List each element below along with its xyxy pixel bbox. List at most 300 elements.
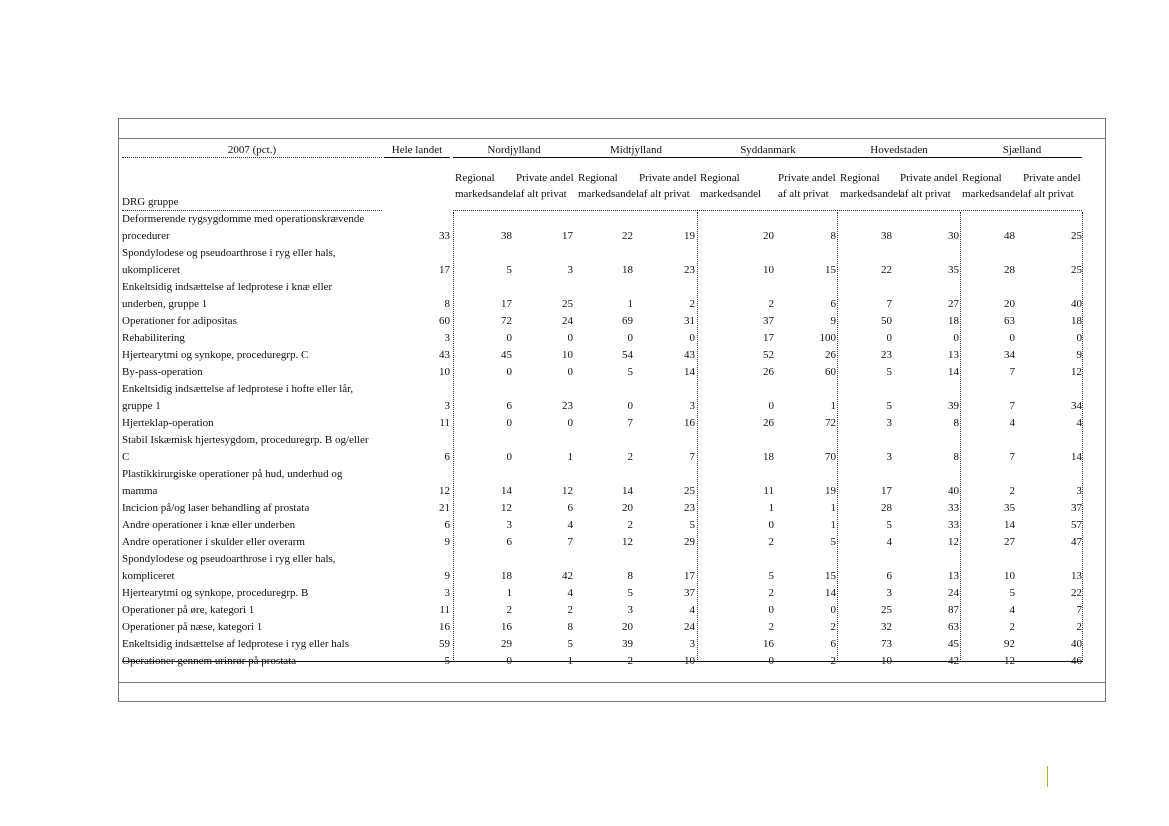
table-cell: 1 [830,400,836,412]
row-label-line: Andre operationer i knæ eller underben [122,519,296,531]
table-cell: 0 [768,519,774,531]
table-cell: 42 [562,570,573,582]
table-cell: 4 [567,587,573,599]
subheader-regional: Regional markedsandel [840,172,902,200]
table-cell: 0 [689,332,695,344]
table-row [122,415,1082,432]
row-label [122,636,452,653]
table-cell: 3 [689,638,695,650]
table-cell: 9 [830,315,836,327]
table-cell: 5 [768,570,774,582]
table-cell: 54 [622,349,633,361]
table-cell: 2 [506,604,512,616]
table-cell: 3 [886,417,892,429]
table-cell: 3 [627,604,633,616]
row-label [122,534,452,551]
table-cell: 10 [684,655,695,667]
table-cell: 57 [1071,519,1082,531]
row-label-line: Rehabilitering [122,332,185,344]
table-cell: 5 [567,638,573,650]
table-cell: 13 [1071,570,1082,582]
table-cell: 5 [689,519,695,531]
table-cell: 3 [444,587,450,599]
table-cell: 7 [567,536,573,548]
table-cell: 2 [627,519,633,531]
table-cell: 37 [1071,502,1082,514]
table-row [122,517,1082,534]
table-cell: 43 [439,349,450,361]
table-cell: 25 [562,298,573,310]
row-label [122,466,452,500]
table-row [122,466,1082,500]
table-cell: 46 [1071,655,1082,667]
table-cell: 0 [506,332,512,344]
table-row [122,364,1082,381]
table-cell: 87 [948,604,959,616]
table-cell: 50 [881,315,892,327]
table-cell: 2 [1009,485,1015,497]
table-cell: 4 [567,519,573,531]
table-cell: 5 [627,366,633,378]
table-cell: 2 [830,621,836,633]
row-label [122,551,452,585]
row-label [122,381,452,415]
table-row [122,551,1082,585]
table-row [122,500,1082,517]
table-cell: 9 [444,570,450,582]
table-cell: 32 [881,621,892,633]
table-cell: 6 [444,519,450,531]
table-cell: 2 [567,604,573,616]
header-rule [453,157,1082,158]
subheader-regional: Regional markedsandel [455,172,517,200]
table-cell: 28 [1004,264,1015,276]
row-label-line: C [122,451,130,463]
table-cell: 39 [622,638,633,650]
table-cell: 4 [1076,417,1082,429]
row-label [122,619,452,636]
table-cell: 8 [830,230,836,242]
table-cell: 14 [825,587,836,599]
row-label-line: Stabil Iskæmisk hjertesygdom, proceduregrp. B og/eller [122,434,369,446]
table-cell: 8 [567,621,573,633]
table-cell: 73 [881,638,892,650]
table-cell: 13 [948,570,959,582]
table-cell: 18 [1071,315,1082,327]
table-cell: 0 [627,332,633,344]
subheader-private: Private andel af alt privat [516,172,574,200]
table-cell: 40 [1071,298,1082,310]
table-cell: 19 [825,485,836,497]
table-cell: 42 [948,655,959,667]
table-body [122,211,1082,670]
subheader-regional: Regional markedsandel [578,172,640,200]
row-label-line: underben, gruppe 1 [122,298,208,310]
table-cell: 3 [886,587,892,599]
table-cell: 5 [444,655,450,667]
subheader-private: Private andel af alt privat [639,172,697,200]
table-cell: 23 [684,264,695,276]
table-cell: 5 [830,536,836,548]
table-row [122,279,1082,313]
table-cell: 22 [1071,587,1082,599]
table-cell: 17 [439,264,450,276]
table-cell: 7 [627,417,633,429]
table-cell: 12 [1071,366,1082,378]
table-cell: 9 [444,536,450,548]
table-cell: 25 [684,485,695,497]
table-row [122,585,1082,602]
table-cell: 3 [506,519,512,531]
table-cell: 18 [622,264,633,276]
table-cell: 12 [562,485,573,497]
table-cell: 4 [886,536,892,548]
table-cell: 15 [825,570,836,582]
table-cell: 12 [948,536,959,548]
table-cell: 0 [506,417,512,429]
table-cell: 2 [627,655,633,667]
table-cell: 14 [948,366,959,378]
table-cell: 14 [1071,451,1082,463]
row-label [122,415,452,432]
table-cell: 16 [684,417,695,429]
table-cell: 10 [439,366,450,378]
table-cell: 38 [881,230,892,242]
table-cell: 3 [689,400,695,412]
table-cell: 24 [684,621,695,633]
table-cell: 16 [439,621,450,633]
table-cell: 4 [689,604,695,616]
table-cell: 7 [886,298,892,310]
table-cell: 33 [948,502,959,514]
table-cell: 7 [1009,366,1015,378]
table-cell: 5 [886,366,892,378]
table-cell: 27 [948,298,959,310]
table-cell: 60 [439,315,450,327]
row-label-line: Andre operationer i skulder eller overarm [122,536,305,548]
row-label [122,330,452,347]
table-cell: 72 [825,417,836,429]
table-row [122,313,1082,330]
table-cell: 5 [627,587,633,599]
table-cell: 37 [763,315,774,327]
table-cell: 17 [684,570,695,582]
table-cell: 12 [622,536,633,548]
table-cell: 16 [501,621,512,633]
table-cell: 72 [501,315,512,327]
table-cell: 5 [1009,587,1015,599]
row-label-line: By-pass-operation [122,366,203,378]
table-cell: 3 [567,264,573,276]
table-cell: 20 [1004,298,1015,310]
table-cell: 30 [948,230,959,242]
table-cell: 0 [768,604,774,616]
table-cell: 24 [948,587,959,599]
table-cell: 2 [768,536,774,548]
row-label-line: Enkeltsidig indsættelse af ledprotese i ryg eller hals [122,638,349,650]
table-cell: 38 [501,230,512,242]
row-label-line: Enkeltsidig indsættelse af ledprotese i knæ eller [122,281,333,293]
table-cell: 17 [881,485,892,497]
table-cell: 12 [501,502,512,514]
table-cell: 0 [567,366,573,378]
table-cell: 14 [622,485,633,497]
region-header-syddanmark: Syddanmark [740,144,796,156]
table-cell: 5 [886,400,892,412]
table-row [122,211,1082,245]
table-cell: 10 [562,349,573,361]
table-cell: 2 [768,298,774,310]
table-row [122,636,1082,653]
table-cell: 23 [562,400,573,412]
table-cell: 18 [501,570,512,582]
row-label [122,364,452,381]
subheader-regional: Regional markedsandel [962,172,1024,200]
table-cell: 9 [1076,349,1082,361]
table-cell: 25 [881,604,892,616]
table-row [122,619,1082,636]
table-cell: 6 [830,298,836,310]
table-cell: 11 [763,485,774,497]
table-cell: 29 [684,536,695,548]
table-cell: 47 [1071,536,1082,548]
table-cell: 1 [506,587,512,599]
table-cell: 35 [1004,502,1015,514]
table-cell: 18 [763,451,774,463]
table-cell: 0 [1076,332,1082,344]
table-cell: 69 [622,315,633,327]
table-cell: 2 [768,621,774,633]
table-row [122,534,1082,551]
region-header-hovedstaden: Hovedstaden [870,144,928,156]
table-cell: 17 [562,230,573,242]
table-cell: 2 [627,451,633,463]
table-cell: 10 [881,655,892,667]
table-cell: 8 [627,570,633,582]
table-cell: 22 [622,230,633,242]
row-header-drg: DRG gruppe [122,196,179,208]
row-label [122,279,452,313]
table-cell: 21 [439,502,450,514]
table-cell: 14 [1004,519,1015,531]
row-label-line: Enkeltsidig indsættelse af ledprotese i hofte eller lår, [122,383,354,395]
table-caption: 2007 (pct.) [227,144,277,156]
table-cell: 12 [439,485,450,497]
table-cell: 1 [567,451,573,463]
table-cell: 45 [948,638,959,650]
table-cell: 92 [1004,638,1015,650]
frame-top-rule [118,138,1106,139]
subheader-regional: Regional markedsandel [700,172,762,200]
table-cell: 0 [953,332,959,344]
row-label-line: Incicion på/og laser behandling af prostata [122,502,310,514]
table-cell: 0 [1009,332,1015,344]
row-label-line: kompliceret [122,570,175,582]
row-label [122,517,452,534]
table-cell: 0 [830,604,836,616]
table-cell: 52 [763,349,774,361]
row-label-line: Spondylodese og pseudoarthrose i ryg eller hals, [122,247,336,259]
table-bottom-rule [122,661,1082,662]
region-header-midtjylland: Midtjylland [610,144,662,156]
table-cell: 63 [948,621,959,633]
table-cell: 24 [562,315,573,327]
table-cell: 6 [506,536,512,548]
table-cell: 6 [886,570,892,582]
table-cell: 14 [684,366,695,378]
table-cell: 40 [1071,638,1082,650]
table-cell: 23 [684,502,695,514]
caption-rule [122,157,382,158]
table-cell: 20 [763,230,774,242]
table-cell: 45 [501,349,512,361]
table-cell: 1 [768,502,774,514]
row-label-line: Hjertearytmi og synkope, proceduregrp. C [122,349,309,361]
table-cell: 40 [948,485,959,497]
table-cell: 39 [948,400,959,412]
table-cell: 13 [948,349,959,361]
table-cell: 0 [768,400,774,412]
table-cell: 48 [1004,230,1015,242]
table-cell: 23 [881,349,892,361]
table-cell: 27 [1004,536,1015,548]
table-row [122,381,1082,415]
row-label-line: Operationer gennem urinrør på prostata [122,655,297,667]
table-cell: 12 [1004,655,1015,667]
table-cell: 26 [825,349,836,361]
row-label-line: procedurer [122,230,170,242]
header-rule [384,157,450,158]
row-label [122,585,452,602]
table-cell: 1 [567,655,573,667]
row-label-line: Operationer for adipositas [122,315,237,327]
region-header-nordjylland: Nordjylland [487,144,541,156]
table-cell: 19 [684,230,695,242]
table-cell: 5 [506,264,512,276]
table-cell: 6 [506,400,512,412]
table-cell: 11 [439,604,450,616]
column-separator [1082,212,1083,662]
table-cell: 33 [439,230,450,242]
table-cell: 10 [1004,570,1015,582]
row-label [122,347,452,364]
table-cell: 7 [1009,451,1015,463]
table-cell: 28 [881,502,892,514]
table-cell: 63 [1004,315,1015,327]
table-cell: 1 [830,519,836,531]
table-cell: 17 [763,332,774,344]
table-cell: 0 [506,366,512,378]
table-cell: 0 [567,417,573,429]
table-cell: 2 [689,298,695,310]
table-cell: 34 [1071,400,1082,412]
table-cell: 20 [622,502,633,514]
table-row [122,347,1082,364]
table-cell: 5 [886,519,892,531]
table-cell: 4 [1009,417,1015,429]
table-cell: 0 [506,655,512,667]
table-cell: 43 [684,349,695,361]
page-accent-bar [1047,766,1048,787]
table-cell: 100 [819,332,836,344]
table-cell: 6 [567,502,573,514]
table-cell: 18 [948,315,959,327]
row-label [122,500,452,517]
row-label [122,211,452,245]
table-cell: 60 [825,366,836,378]
table-cell: 3 [444,332,450,344]
table-cell: 10 [763,264,774,276]
table-cell: 7 [1009,400,1015,412]
table-cell: 59 [439,638,450,650]
table-cell: 14 [501,485,512,497]
table-cell: 4 [1009,604,1015,616]
row-label-line: Deformerende rygsygdomme med operationskrævende [122,213,365,225]
row-label-line: Plastikkirurgiske operationer på hud, underhud og [122,468,343,480]
table-cell: 2 [830,655,836,667]
table-cell: 35 [948,264,959,276]
table-cell: 15 [825,264,836,276]
table-cell: 20 [622,621,633,633]
table-cell: 31 [684,315,695,327]
table-cell: 33 [948,519,959,531]
row-label-line: mamma [122,485,158,497]
table-cell: 7 [689,451,695,463]
region-header-hele-landet: Hele landet [391,144,443,156]
table-cell: 0 [567,332,573,344]
table-cell: 37 [684,587,695,599]
table-row [122,245,1082,279]
row-label-line: ukompliceret [122,264,181,276]
table-cell: 25 [1071,264,1082,276]
row-label-line: Hjertearytmi og synkope, proceduregrp. B [122,587,309,599]
table-cell: 6 [830,638,836,650]
row-label [122,602,452,619]
table-row [122,602,1082,619]
table-cell: 3 [886,451,892,463]
row-label-line: Spondylodese og pseudoarthrose i ryg eller hals, [122,553,336,565]
table-cell: 8 [953,417,959,429]
table-cell: 7 [1076,604,1082,616]
row-label-line: Operationer på næse, kategori 1 [122,621,263,633]
row-label-line: gruppe 1 [122,400,161,412]
row-label [122,245,452,279]
table-cell: 70 [825,451,836,463]
table-cell: 3 [1076,485,1082,497]
table-cell: 17 [501,298,512,310]
table-cell: 25 [1071,230,1082,242]
table-cell: 3 [444,400,450,412]
frame-bottom-rule [118,682,1106,683]
table-cell: 16 [763,638,774,650]
table-row [122,330,1082,347]
table-cell: 0 [627,400,633,412]
table-cell: 1 [627,298,633,310]
subheader-private: Private andel af alt privat [900,172,958,200]
table-cell: 22 [881,264,892,276]
table-cell: 2 [1076,621,1082,633]
region-header-sjaelland: Sjælland [1002,144,1042,156]
row-label [122,313,452,330]
table-row [122,432,1082,466]
row-label [122,432,452,466]
row-label-line: Hjerteklap-operation [122,417,214,429]
table-cell: 6 [444,451,450,463]
table-cell: 29 [501,638,512,650]
table-cell: 34 [1004,349,1015,361]
row-label-line: Operationer på øre, kategori 1 [122,604,255,616]
table-cell: 1 [830,502,836,514]
